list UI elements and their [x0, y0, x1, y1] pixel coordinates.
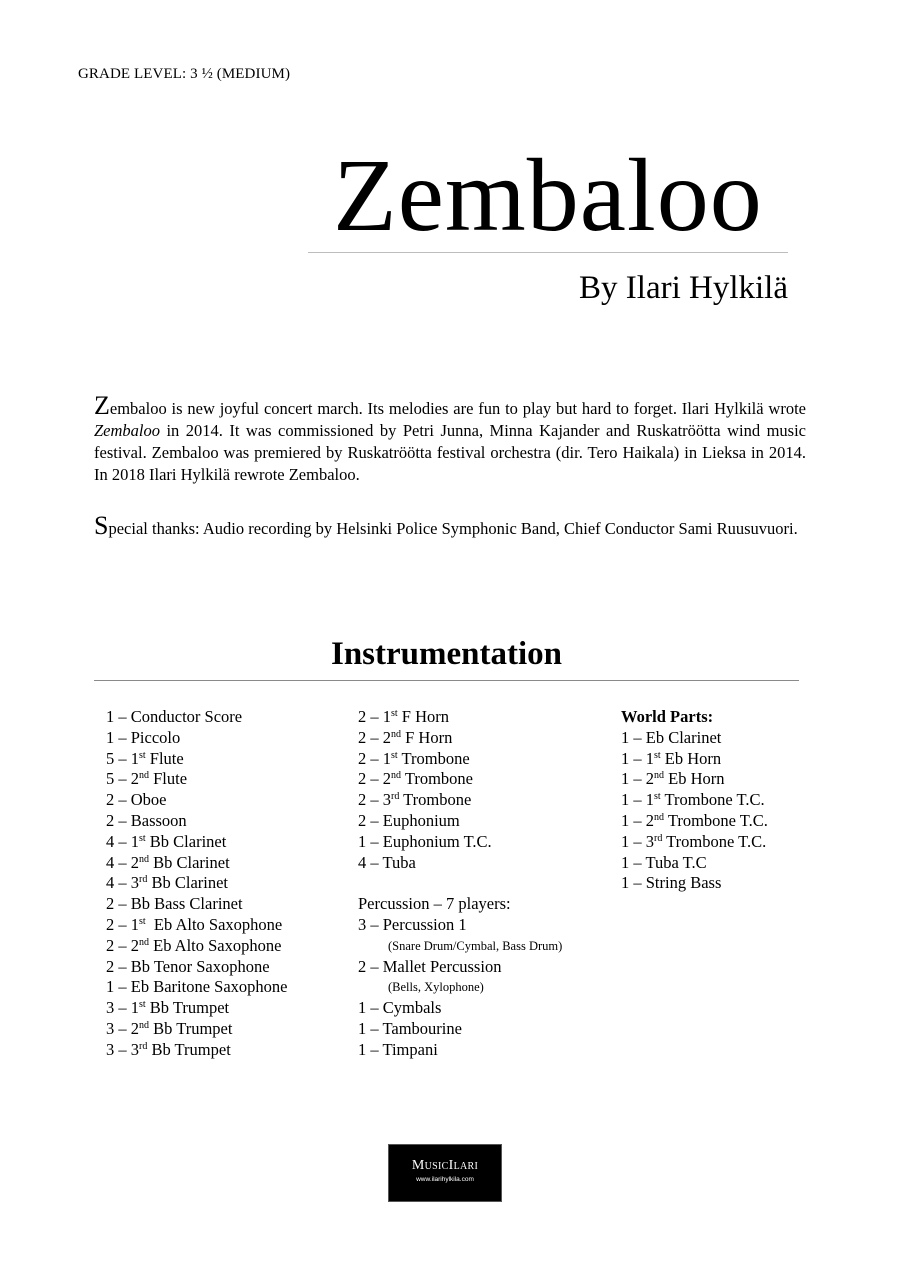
instrument-name: Eb Clarinet	[645, 727, 722, 747]
instrument-sup: st	[139, 749, 146, 761]
instrument-name: Flute	[149, 769, 188, 789]
instrument-name: Trombone	[401, 769, 473, 789]
instrument-pre: 2 –	[106, 790, 131, 810]
description-italic-title: Zembaloo	[94, 421, 160, 440]
instrument-row	[621, 832, 768, 853]
instrument-pre: 5 –	[106, 769, 131, 789]
instrument-sup: st	[139, 915, 146, 927]
instrument-row	[621, 873, 768, 894]
instrument-sup: st	[139, 999, 146, 1011]
special-thanks-paragraph	[94, 511, 806, 540]
instrument-ord: 2	[382, 769, 391, 789]
instrument-pre: 1 –	[358, 998, 383, 1018]
instrument-pre: 3 –	[358, 914, 383, 934]
instrument-pre: 2 –	[358, 727, 383, 747]
instrument-row	[106, 769, 287, 790]
instrument-ord: 3	[130, 873, 139, 893]
instrument-sup: rd	[654, 832, 663, 844]
instrument-name: Trombone T.C.	[660, 790, 765, 810]
instrument-row	[106, 936, 287, 957]
instrument-sup: st	[391, 708, 398, 719]
percussion-row	[358, 998, 562, 1019]
logo-url: www.ilarihylkila.com	[416, 1176, 474, 1183]
instrument-sup: rd	[391, 791, 400, 803]
instrument-name: Bb Trumpet	[149, 1018, 233, 1038]
instrument-ord: 2	[382, 727, 391, 747]
instrument-pre: 2 –	[106, 810, 131, 830]
instrument-ord: 2	[130, 852, 139, 872]
instrument-row	[358, 811, 562, 832]
instrument-pre: 2 –	[106, 894, 131, 914]
instrument-name: Eb Alto Saxophone	[145, 914, 283, 934]
instrument-name: F Horn	[401, 727, 453, 747]
brass-list	[358, 707, 562, 873]
instrument-row	[106, 998, 287, 1019]
spacer	[358, 873, 562, 894]
instrument-column-2	[358, 707, 562, 1061]
instrument-name: Trombone T.C.	[664, 810, 768, 830]
instrument-pre: 2 –	[358, 748, 383, 768]
instrument-name: Bb Trumpet	[145, 998, 230, 1018]
drop-cap: Z	[94, 391, 110, 420]
instrument-pre: 1 –	[621, 873, 646, 893]
instrument-name: Euphonium	[382, 810, 460, 830]
instrument-ord: 1	[382, 748, 391, 768]
percussion-row	[358, 1040, 562, 1061]
instrument-pre: 2 –	[358, 769, 383, 789]
instrument-sup: nd	[139, 853, 149, 865]
instrument-ord: 3	[130, 1039, 139, 1059]
instrument-ord: 1	[130, 748, 139, 768]
instrument-sup: rd	[139, 1040, 148, 1052]
instrument-pre: 1 –	[106, 727, 131, 747]
instrument-row	[106, 749, 287, 770]
instrumentation-heading: Instrumentation	[94, 632, 799, 681]
instrument-name: Tuba T.C	[645, 852, 707, 872]
instrument-sup: nd	[139, 1019, 149, 1031]
instrument-sup: nd	[391, 770, 401, 782]
instrument-pre: 1 –	[621, 852, 646, 872]
instrument-name: Timpani	[382, 1039, 438, 1059]
instrument-name: Eb Alto Saxophone	[149, 935, 282, 955]
instrument-name: Oboe	[130, 790, 167, 810]
instrument-pre: 4 –	[106, 831, 131, 851]
instrument-row	[621, 811, 768, 832]
instrument-row	[621, 853, 768, 874]
instrument-ord: 3	[645, 831, 654, 851]
instrument-row	[106, 790, 287, 811]
instrument-pre: 1 –	[106, 977, 131, 997]
instrument-sup: st	[391, 749, 398, 761]
instrument-ord: 1	[645, 748, 654, 768]
percussion-header: Percussion – 7 players:	[358, 894, 511, 914]
instrument-sup: st	[654, 749, 661, 761]
instrument-row	[358, 832, 562, 853]
instrument-pre: 1 –	[621, 769, 646, 789]
instrument-pre: 3 –	[106, 1018, 131, 1038]
instrument-name: Eb Horn	[664, 769, 725, 789]
instrument-row	[358, 749, 562, 770]
logo-brand: MusicIlari	[411, 1158, 479, 1173]
world-parts-list	[621, 728, 768, 894]
instrument-row	[358, 728, 562, 749]
instrument-pre: 1 –	[358, 1039, 383, 1059]
instrument-pre: 2 –	[358, 790, 383, 810]
instrument-row	[106, 1040, 287, 1061]
instrument-name: Eb Horn	[660, 748, 722, 768]
instrument-row	[106, 707, 287, 728]
instrument-name: Tuba	[382, 852, 416, 872]
instrument-row	[106, 957, 287, 978]
instrument-ord: 2	[130, 1018, 139, 1038]
instrument-row	[106, 915, 287, 936]
instrument-ord: 1	[130, 998, 139, 1018]
instrument-ord: 2	[645, 810, 654, 830]
instrument-name: Conductor Score	[130, 707, 243, 726]
instrument-name: Trombone T.C.	[662, 831, 767, 851]
instrument-pre: 2 –	[358, 810, 383, 830]
instrument-ord: 1	[130, 914, 139, 934]
percussion-row	[358, 957, 562, 978]
description-text-b: in 2014. It was commissioned by Petri Junna, Minna Kajander and Ruskatröötta wind music festival. Zembaloo was premiered by Ruskatröötta festival orchestra (dir. Tero Haikala) in Lieksa in 2014. In 2018 Ilari Hylkilä rewrote Zembaloo.	[94, 421, 806, 484]
instrument-pre: 4 –	[358, 852, 383, 872]
instrument-sup: nd	[139, 936, 149, 948]
instrument-name: Bb Clarinet	[147, 873, 228, 893]
instrument-pre: 2 –	[358, 707, 383, 726]
instrument-sup: nd	[654, 770, 664, 782]
instrument-row	[358, 707, 562, 728]
instrument-row	[621, 728, 768, 749]
instrument-pre: 3 –	[106, 998, 131, 1018]
instrument-name: Trombone	[399, 790, 472, 810]
instrument-pre: 1 –	[621, 727, 646, 747]
instrument-sup: nd	[391, 728, 401, 740]
percussion-row	[358, 1019, 562, 1040]
percussion-note: (Bells, Xylophone)	[388, 980, 484, 995]
instrument-name: Eb Baritone Saxophone	[130, 977, 288, 997]
instrument-name: Bb Clarinet	[145, 831, 227, 851]
instrument-sup: nd	[654, 811, 664, 823]
instrument-row	[621, 790, 768, 811]
instrument-name: Bb Trumpet	[147, 1039, 231, 1059]
instrument-name: Trombone	[397, 748, 470, 768]
instrument-name: String Bass	[645, 873, 722, 893]
instrument-name: Euphonium T.C.	[382, 831, 492, 851]
instrument-name: Piccolo	[130, 727, 181, 747]
instrument-pre: 1 –	[621, 831, 646, 851]
instrument-row	[106, 1019, 287, 1040]
instrument-pre: 1 –	[358, 1018, 383, 1038]
author-line: By Ilari Hylkilä	[579, 270, 788, 306]
instrument-pre: 1 –	[106, 707, 131, 726]
instrument-name: Bb Tenor Saxophone	[130, 956, 270, 976]
instrument-pre: 2 –	[358, 956, 383, 976]
percussion-row	[358, 915, 562, 936]
instrument-row	[106, 728, 287, 749]
instrument-ord: 2	[130, 935, 139, 955]
instrument-ord: 3	[382, 790, 391, 810]
instrument-row	[358, 853, 562, 874]
instrument-name: Mallet Percussion	[382, 956, 502, 976]
instrument-column-3	[621, 707, 768, 894]
percussion-list	[358, 915, 562, 1061]
instrument-pre: 2 –	[106, 956, 131, 976]
instrument-row	[106, 894, 287, 915]
instrument-pre: 1 –	[358, 831, 383, 851]
instrument-name: Tambourine	[382, 1018, 462, 1038]
instrument-pre: 1 –	[621, 748, 646, 768]
instrument-name: Percussion 1	[382, 914, 467, 934]
instrument-pre: 2 –	[106, 914, 131, 934]
instrument-name: Cymbals	[382, 998, 442, 1018]
instrument-row	[358, 769, 562, 790]
instrument-row	[106, 853, 287, 874]
instrument-ord: 2	[130, 769, 139, 789]
instrument-row	[106, 832, 287, 853]
instrument-name: Bassoon	[130, 810, 187, 830]
instrument-pre: 3 –	[106, 1039, 131, 1059]
instrument-row	[358, 790, 562, 811]
instrument-pre: 1 –	[621, 790, 646, 810]
publisher-logo	[389, 1145, 501, 1201]
instrument-ord: 1	[645, 790, 654, 810]
description-paragraph	[94, 391, 806, 486]
special-thanks-text: pecial thanks: Audio recording by Helsinki Police Symphonic Band, Chief Conductor Sami Ruusuvuori.	[108, 519, 798, 538]
description-text-a: embaloo is new joyful concert march. Its melodies are fun to play but hard to forget. Ilari Hylkilä wrote	[109, 399, 806, 418]
instrument-sup: st	[654, 791, 661, 803]
instrument-column-1	[106, 707, 287, 1061]
instrument-name: Flute	[145, 748, 184, 768]
instrument-row	[621, 769, 768, 790]
instrument-pre: 2 –	[106, 935, 131, 955]
instrument-row	[106, 811, 287, 832]
instrument-sup: rd	[139, 874, 148, 886]
instrument-row	[106, 873, 287, 894]
instrument-pre: 4 –	[106, 873, 131, 893]
drop-cap: S	[94, 511, 109, 540]
instrument-ord: 1	[382, 707, 391, 726]
grade-level: GRADE LEVEL: 3 ½ (MEDIUM)	[78, 66, 291, 82]
instrument-name: Bb Clarinet	[149, 852, 230, 872]
instrument-row	[621, 749, 768, 770]
instrument-sup: nd	[139, 770, 149, 782]
percussion-note: (Snare Drum/Cymbal, Bass Drum)	[388, 938, 563, 953]
instrument-name: F Horn	[397, 707, 450, 726]
instrument-pre: 4 –	[106, 852, 131, 872]
instrument-pre: 1 –	[621, 810, 646, 830]
page-title: Zembaloo	[308, 140, 788, 253]
instrument-sup: st	[139, 832, 146, 844]
instrument-ord: 1	[130, 831, 139, 851]
instrument-pre: 5 –	[106, 748, 131, 768]
instrument-row	[106, 977, 287, 998]
world-parts-header: World Parts:	[621, 707, 714, 726]
instrument-name: Bb Bass Clarinet	[130, 894, 243, 914]
instrument-ord: 2	[645, 769, 654, 789]
